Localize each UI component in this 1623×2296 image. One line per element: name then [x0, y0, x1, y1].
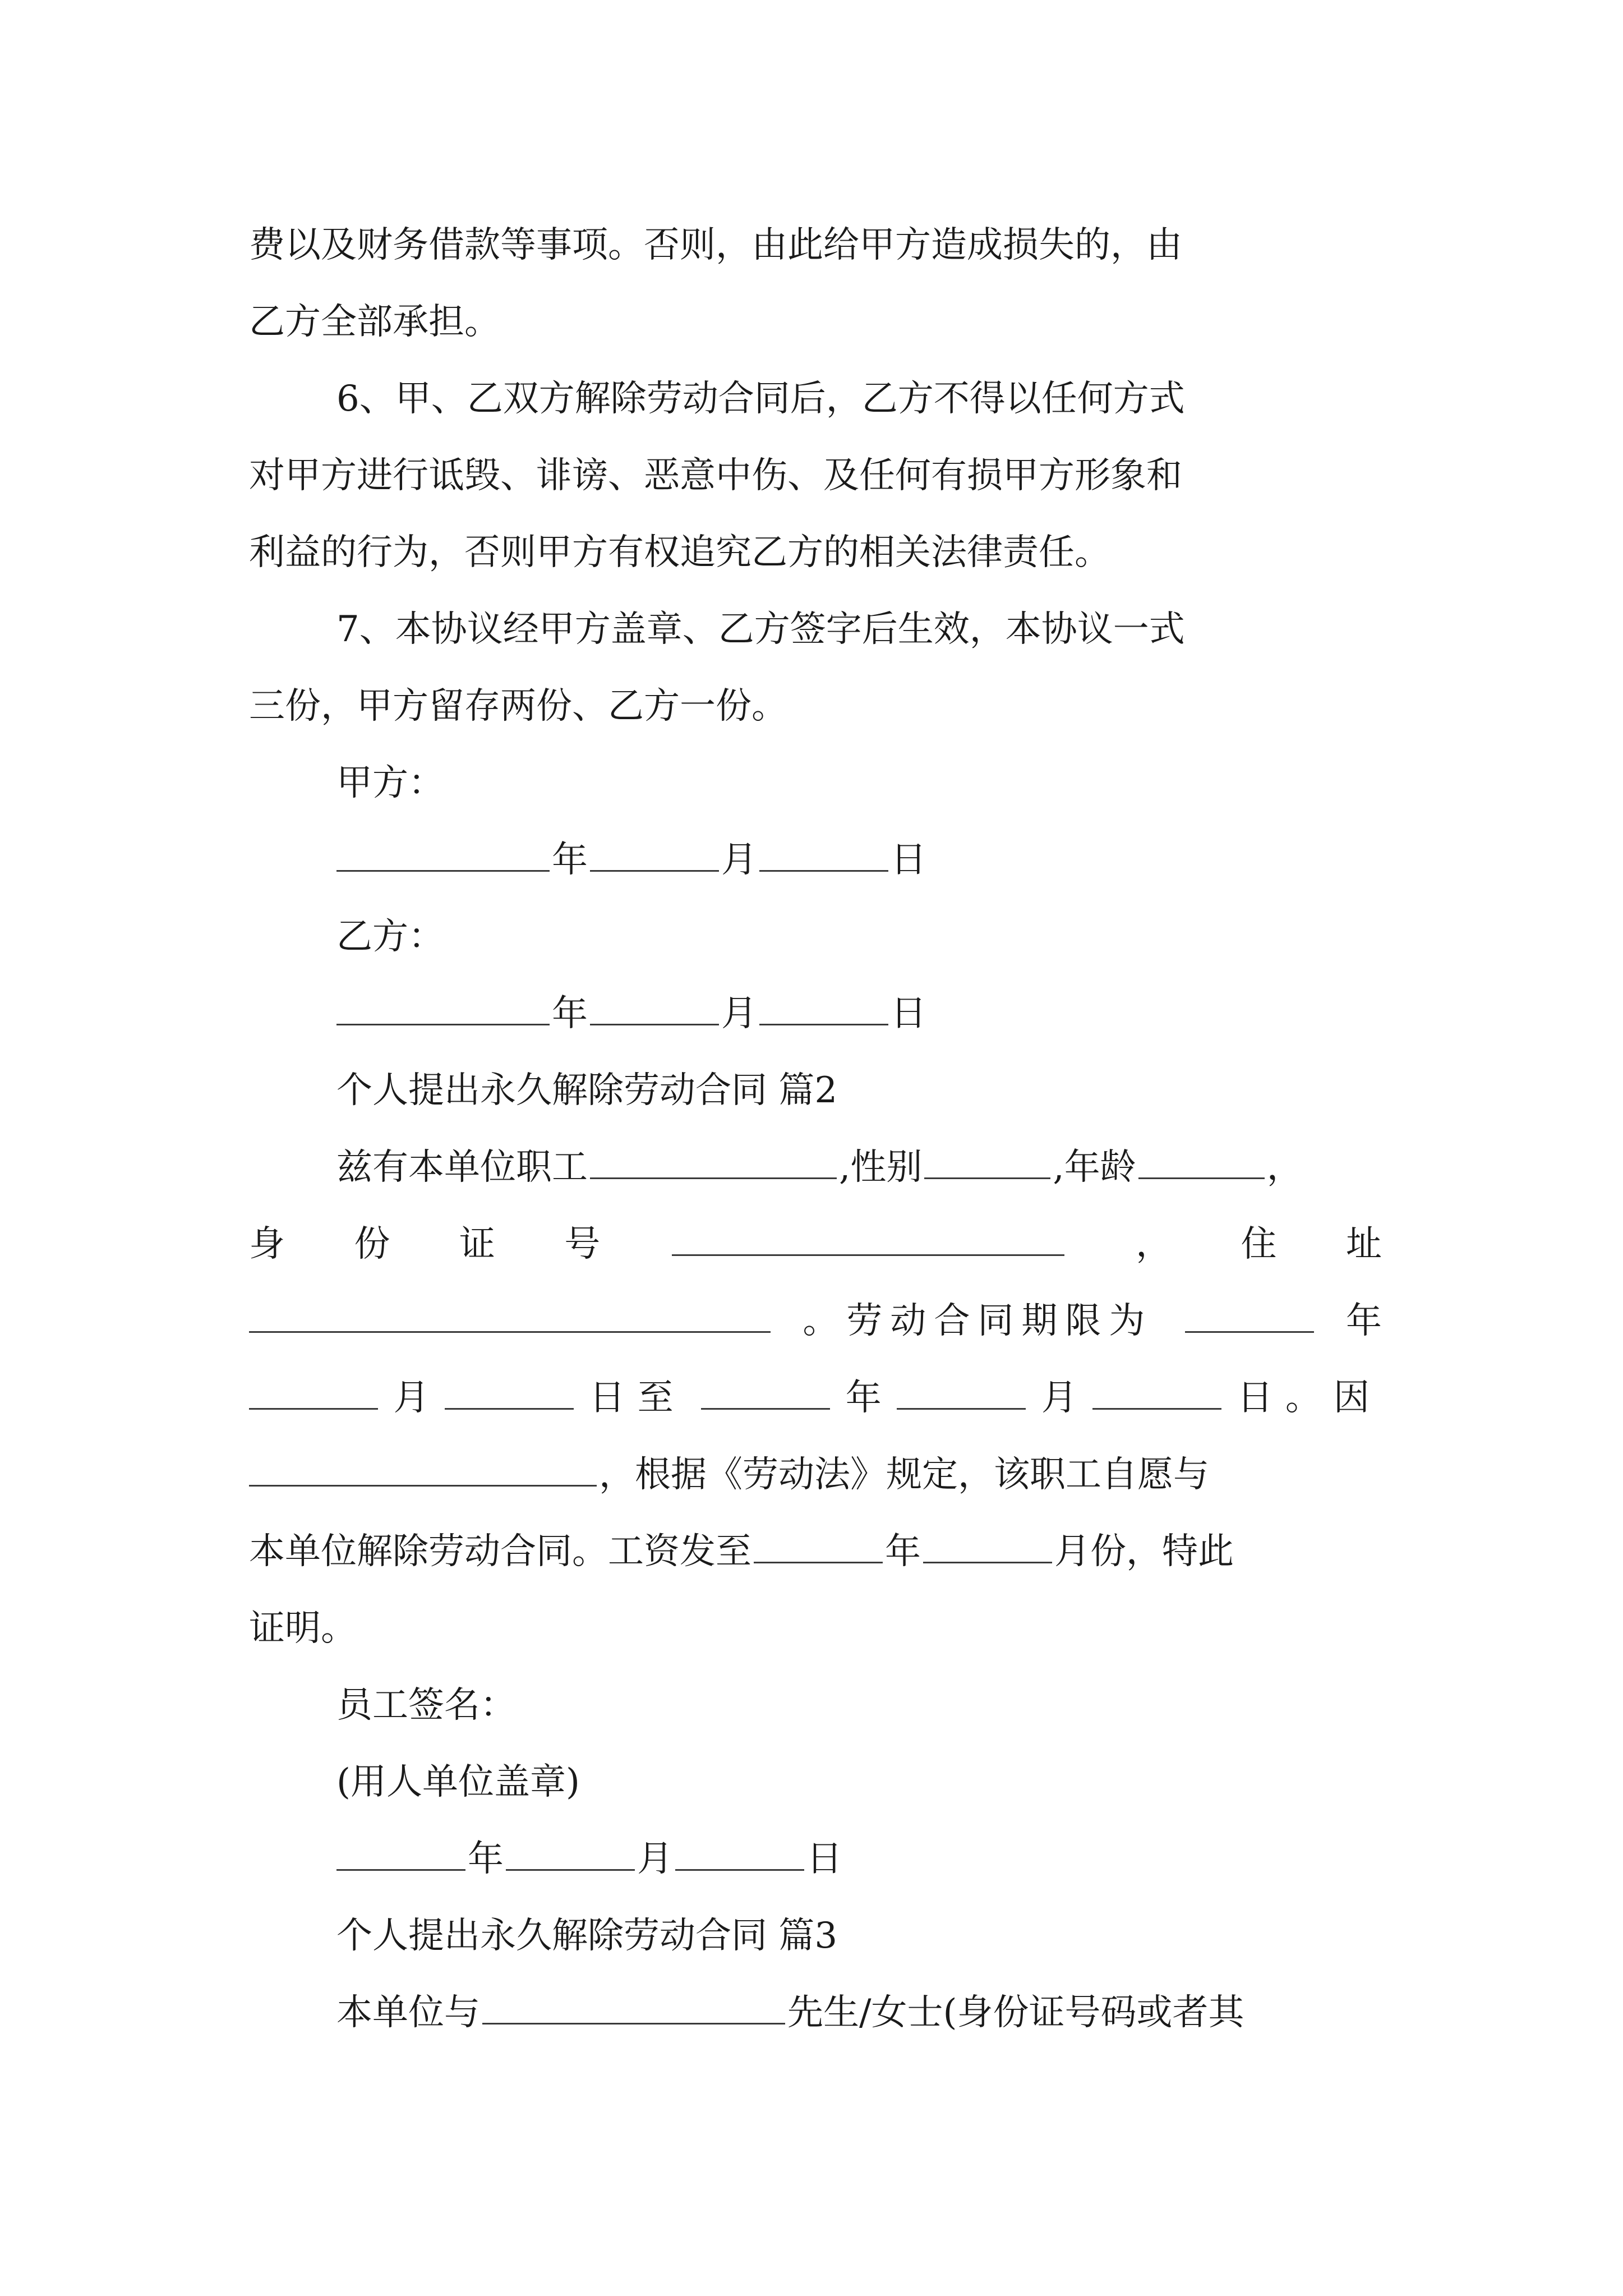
month-label: 月	[1041, 1377, 1077, 1419]
party-b-label	[336, 906, 1382, 968]
end-year-blank	[701, 1372, 830, 1410]
year-blank	[336, 1833, 465, 1871]
month-blank	[506, 1833, 635, 1871]
gender-blank	[924, 1142, 1050, 1179]
year-blank	[336, 988, 550, 1025]
month-label: 月	[721, 993, 757, 1034]
clause-7-line	[249, 675, 1382, 737]
text: 乙方全部承担。	[249, 301, 500, 343]
text: 兹有本单位职工	[336, 1147, 588, 1188]
text: 本单位与	[336, 1992, 480, 2033]
text: ,年龄	[1053, 1147, 1136, 1188]
day-label: 日	[806, 1838, 842, 1880]
date-line-b	[336, 983, 1382, 1045]
text: ,性别	[839, 1147, 923, 1188]
party-a-label	[336, 752, 1382, 814]
paragraph-line	[249, 214, 1382, 276]
day-label: 日	[891, 839, 926, 881]
section-heading-2	[336, 1060, 1382, 1121]
text: 日至	[589, 1377, 686, 1419]
text: ，根据《劳动法》规定，该职工自愿与	[599, 1454, 1209, 1496]
text: 月份，特此	[1054, 1531, 1234, 1572]
year-label: 年	[552, 993, 588, 1034]
text: 日。因	[1237, 1377, 1382, 1419]
day-blank	[675, 1833, 804, 1871]
end-day-blank	[1092, 1372, 1221, 1410]
text: ，	[1266, 1147, 1303, 1188]
text: 甲方：	[336, 762, 444, 804]
day-label: 日	[891, 993, 926, 1034]
text: 乙方：	[336, 916, 444, 958]
salary-year-blank	[754, 1526, 883, 1563]
section-2-line	[249, 1367, 1382, 1429]
reason-blank	[249, 1449, 597, 1487]
employee-name-blank	[482, 1987, 785, 2024]
text: 三份，甲方留存两份、乙方一份。	[249, 685, 787, 727]
month-blank	[590, 988, 719, 1025]
start-month-blank	[249, 1372, 378, 1410]
text: 址	[1345, 1223, 1382, 1265]
text: 利益的行为，否则甲方有权追究乙方的相关法律责任。	[249, 532, 1110, 573]
section-2-line	[249, 1290, 1382, 1352]
month-label: 月	[393, 1377, 430, 1419]
section-heading-3	[336, 1905, 1382, 1967]
text: (用人单位盖章)	[336, 1761, 580, 1803]
text: 对甲方进行诋毁、诽谤、恶意中伤、及任何有损甲方形象和	[249, 455, 1182, 496]
month-blank	[590, 834, 719, 872]
clause-6-line	[249, 445, 1382, 507]
company-seal-label	[336, 1751, 1382, 1813]
text: 7、本协议经甲方盖章、乙方签字后生效，本协议一式	[336, 609, 1185, 650]
clause-6-line	[249, 522, 1382, 583]
salary-month-blank	[923, 1526, 1052, 1563]
day-blank	[759, 834, 888, 872]
section-2-line	[249, 1444, 1382, 1506]
section-2-line	[249, 1521, 1382, 1582]
text: 身	[249, 1223, 285, 1265]
name-blank	[590, 1142, 837, 1179]
year-blank	[336, 834, 550, 872]
paragraph-line	[249, 291, 1382, 353]
heading-text: 个人提出永久解除劳动合同 篇3	[336, 1915, 838, 1957]
end-month-blank	[897, 1372, 1026, 1410]
start-day-blank	[445, 1372, 574, 1410]
id-number-blank	[672, 1218, 1064, 1256]
address-blank	[249, 1295, 771, 1333]
month-label: 月	[637, 1838, 673, 1880]
day-blank	[759, 988, 888, 1025]
section-2-line	[249, 1598, 1382, 1659]
text: 住	[1241, 1223, 1277, 1265]
text: ，	[1136, 1223, 1172, 1265]
text: 6、甲、乙双方解除劳动合同后，乙方不得以任何方式	[336, 378, 1185, 420]
section-2-line	[249, 1213, 1382, 1275]
month-label: 月	[721, 839, 757, 881]
text: 员工签名：	[336, 1685, 516, 1726]
date-line-a	[336, 829, 1382, 891]
text: 本单位解除劳动合同。工资发至	[249, 1531, 751, 1572]
start-year-blank	[1185, 1295, 1314, 1333]
age-blank	[1138, 1142, 1265, 1179]
year-label: 年	[552, 839, 588, 881]
section-3-line	[336, 1982, 1382, 2044]
text: 证明。	[249, 1608, 357, 1649]
year-label: 年	[468, 1838, 504, 1880]
clause-7-line	[336, 599, 1382, 660]
text: 费以及财务借款等事项。否则，由此给甲方造成损失的，由	[249, 224, 1182, 266]
year-label: 年	[845, 1377, 882, 1419]
clause-6-line	[336, 368, 1382, 430]
employee-signature-label	[336, 1674, 1382, 1736]
text: 份	[354, 1223, 390, 1265]
text: 号	[564, 1223, 601, 1265]
text: 。劳动合同期限为	[803, 1300, 1153, 1342]
section-2-line	[336, 1137, 1382, 1198]
text: 先生/女士(身份证号码或者其	[787, 1992, 1244, 2033]
date-line-section-2	[336, 1828, 1382, 1890]
year-label: 年	[885, 1531, 921, 1572]
text: 证	[459, 1223, 495, 1265]
year-label: 年	[1345, 1300, 1382, 1342]
heading-text: 个人提出永久解除劳动合同 篇2	[336, 1070, 838, 1111]
